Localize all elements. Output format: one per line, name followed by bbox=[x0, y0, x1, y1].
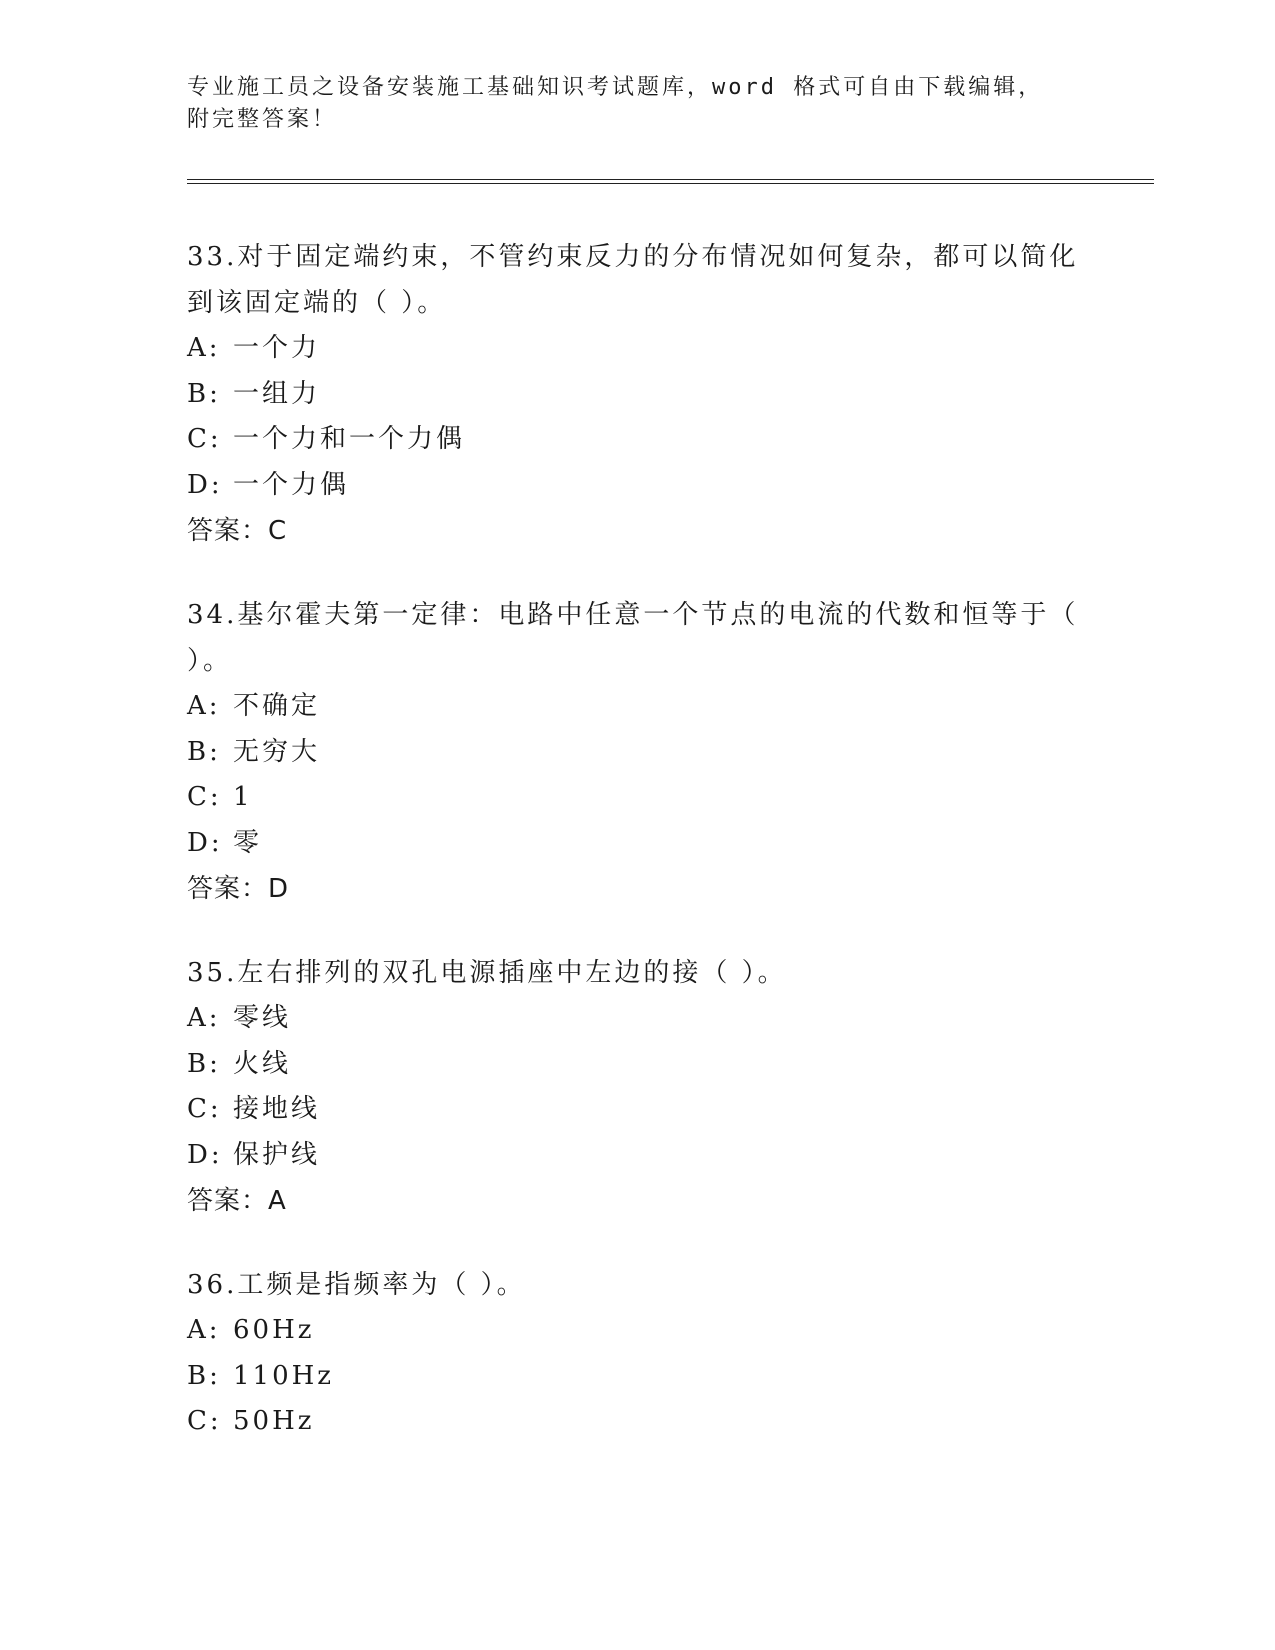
option-text: 零 bbox=[233, 827, 263, 858]
question-list bbox=[187, 234, 1087, 1483]
option-letter: A: bbox=[187, 1003, 221, 1033]
option-b bbox=[187, 730, 1087, 776]
answer-line bbox=[187, 508, 1087, 554]
question-35 bbox=[187, 950, 1087, 1224]
option-b bbox=[187, 1354, 1087, 1400]
option-a bbox=[187, 1308, 1087, 1354]
option-text: 一个力偶 bbox=[233, 469, 350, 500]
option-text: 不确定 bbox=[233, 691, 321, 721]
option-a bbox=[187, 684, 1087, 730]
option-letter: B: bbox=[187, 736, 221, 767]
question-stem: 35.左右排列的双孔电源插座中左边的接（ ）。 bbox=[187, 958, 787, 988]
option-letter: D: bbox=[187, 1139, 223, 1170]
option-c bbox=[187, 1087, 1087, 1133]
option-text: 接地线 bbox=[233, 1094, 321, 1124]
option-text: 一个力 bbox=[233, 333, 321, 363]
option-letter: A: bbox=[187, 691, 221, 721]
option-c bbox=[187, 775, 1087, 821]
header-divider-top bbox=[187, 179, 1154, 180]
option-letter: C: bbox=[187, 1406, 222, 1436]
header-divider-bottom bbox=[187, 183, 1154, 184]
option-c bbox=[187, 417, 1087, 463]
question-stem: 33.对于固定端约束，不管约束反力的分布情况如何复杂，都可以简化到该固定端的（ ）。 bbox=[187, 242, 1079, 318]
option-text: 1 bbox=[233, 782, 253, 812]
option-d bbox=[187, 1133, 1087, 1179]
answer-value: D bbox=[268, 874, 290, 904]
answer-value: C bbox=[268, 516, 288, 546]
question-33 bbox=[187, 234, 1087, 554]
option-a bbox=[187, 326, 1087, 372]
option-text: 一个力和一个力偶 bbox=[233, 424, 466, 454]
option-d bbox=[187, 821, 1087, 867]
answer-line bbox=[187, 1178, 1087, 1224]
option-letter: C: bbox=[187, 1094, 222, 1124]
document-header: 专业施工员之设备安装施工基础知识考试题库，word 格式可自由下载编辑，附完整答案！ bbox=[187, 75, 1044, 132]
option-text: 无穷大 bbox=[233, 736, 321, 767]
question-36 bbox=[187, 1262, 1087, 1445]
question-34 bbox=[187, 592, 1087, 912]
option-letter: B: bbox=[187, 1360, 221, 1391]
answer-label: 答案： bbox=[187, 516, 269, 546]
option-c bbox=[187, 1399, 1087, 1445]
option-letter: D: bbox=[187, 827, 223, 858]
option-text: 零线 bbox=[233, 1003, 292, 1033]
answer-label: 答案： bbox=[187, 1186, 269, 1216]
option-letter: B: bbox=[187, 1048, 221, 1079]
option-a bbox=[187, 996, 1087, 1042]
option-text: 110Hz bbox=[233, 1360, 334, 1391]
question-stem: 36.工频是指频率为（ ）。 bbox=[187, 1270, 526, 1300]
option-d bbox=[187, 463, 1087, 509]
answer-value: A bbox=[268, 1186, 287, 1216]
option-text: 50Hz bbox=[233, 1406, 315, 1436]
option-letter: D: bbox=[187, 469, 223, 500]
answer-label: 答案： bbox=[187, 874, 269, 904]
option-letter: C: bbox=[187, 782, 222, 812]
option-letter: C: bbox=[187, 424, 222, 454]
option-b bbox=[187, 372, 1087, 418]
option-text: 火线 bbox=[233, 1048, 292, 1079]
option-b bbox=[187, 1042, 1087, 1088]
option-text: 60Hz bbox=[233, 1315, 315, 1345]
option-letter: A: bbox=[187, 1315, 221, 1345]
question-stem: 34.基尔霍夫第一定律：电路中任意一个节点的电流的代数和恒等于（ ）。 bbox=[187, 600, 1079, 676]
option-text: 保护线 bbox=[233, 1139, 321, 1170]
answer-line bbox=[187, 866, 1087, 912]
option-letter: B: bbox=[187, 378, 221, 409]
option-text: 一组力 bbox=[233, 378, 321, 409]
option-letter: A: bbox=[187, 333, 221, 363]
